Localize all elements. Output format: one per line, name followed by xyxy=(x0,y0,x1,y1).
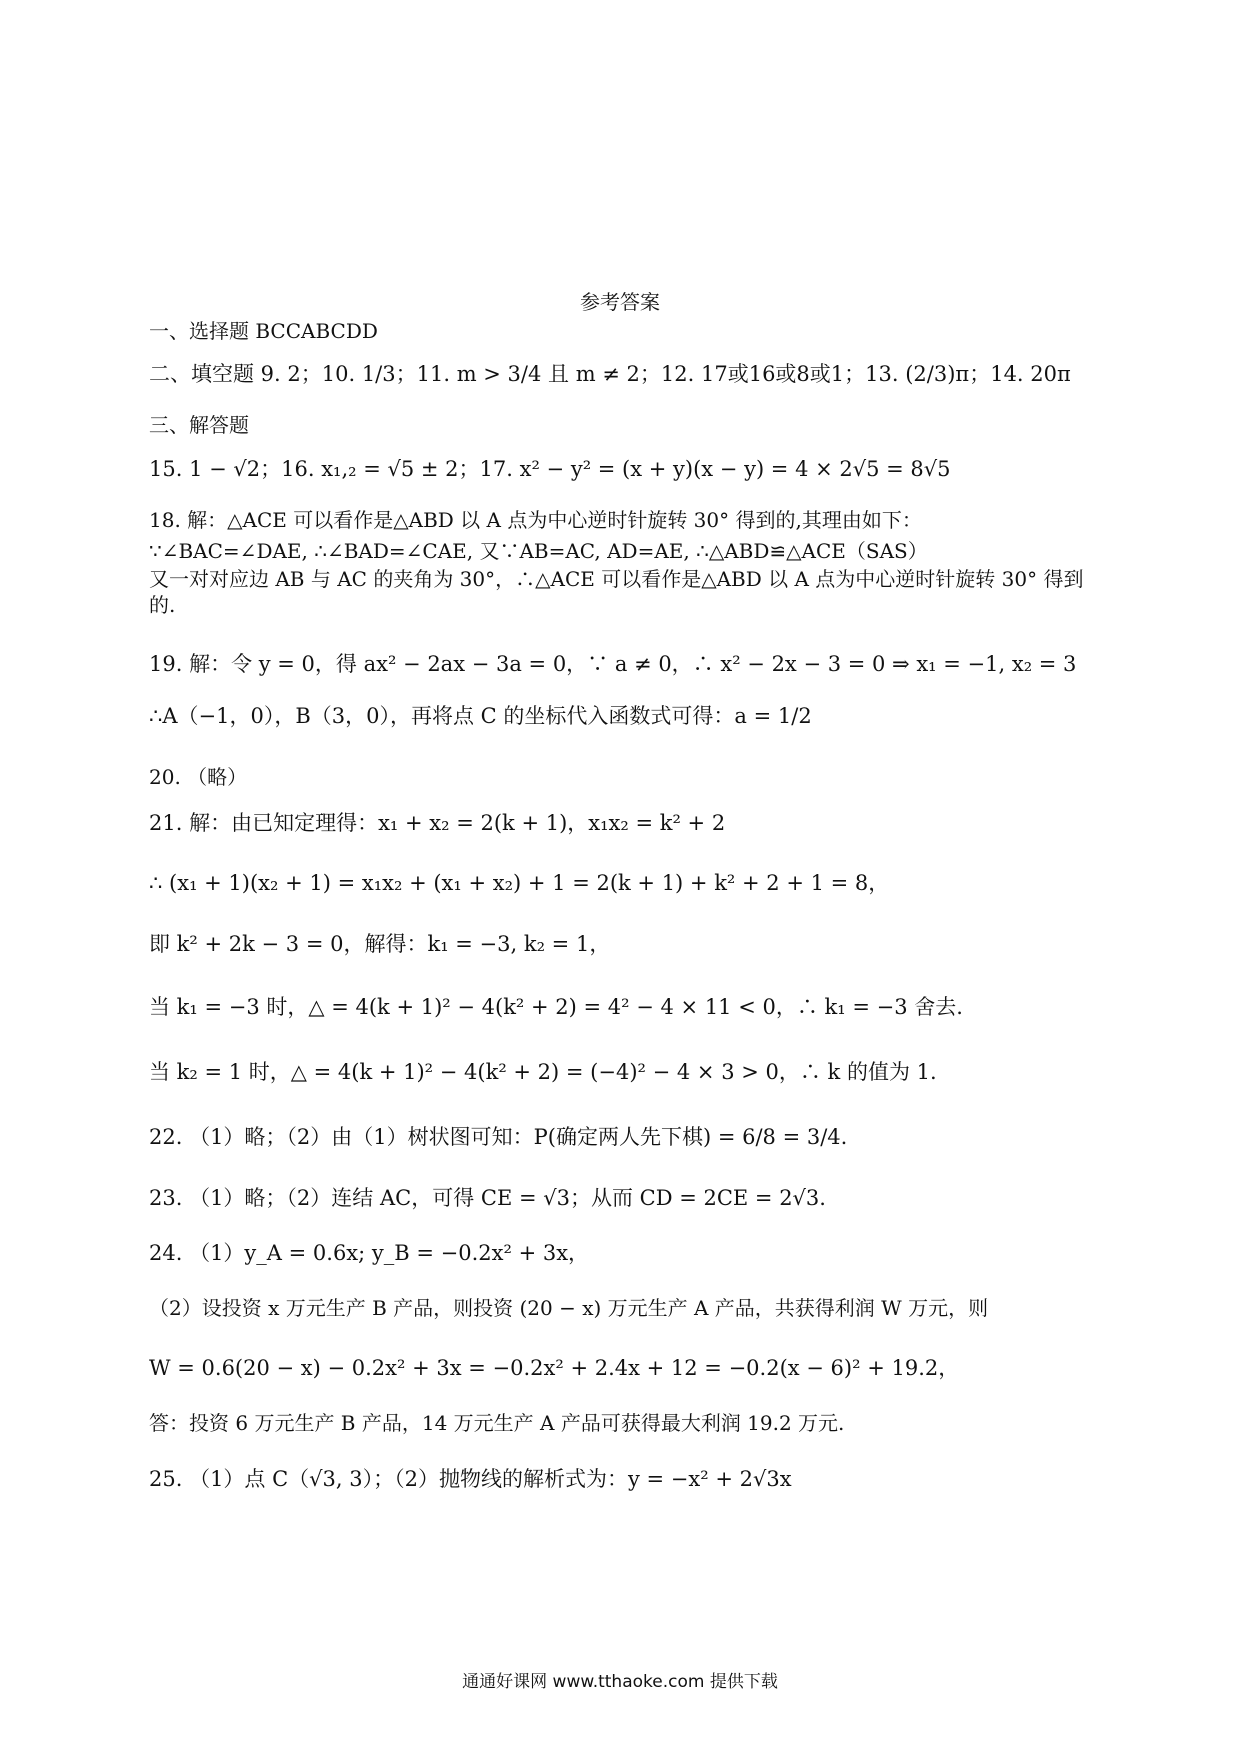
answer-line: 当 k₂ = 1 时，△ = 4(k + 1)² − 4(k² + 2) = (−4)² − 4 × 3 > 0，∴ k 的值为 1. xyxy=(149,1060,937,1084)
answer-line: 答：投资 6 万元生产 B 产品，14 万元生产 A 产品可获得最大利润 19.2 万元. xyxy=(149,1411,845,1435)
answer-line: 25. （1）点 C（√3, 3）；（2）抛物线的解析式为：y = −x² + 2√3x xyxy=(149,1467,792,1491)
footer-credit: 通通好课网 www.tthaoke.com 提供下载 xyxy=(462,1672,778,1692)
answer-line: 24. （1）y_A = 0.6x; y_B = −0.2x² + 3x， xyxy=(149,1241,590,1265)
answer-line: 即 k² + 2k − 3 = 0，解得：k₁ = −3, k₂ = 1， xyxy=(149,932,611,956)
answer-line: 当 k₁ = −3 时，△ = 4(k + 1)² − 4(k² + 2) = 4² − 4 × 11 < 0，∴ k₁ = −3 舍去. xyxy=(149,995,963,1019)
answer-line: 三、解答题 xyxy=(149,413,249,437)
answer-line: 又一对对应边 AB 与 AC 的夹角为 30°，∴△ACE 可以看作是△ABD 以 A 点为中心逆时针旋转 30° 得到的. xyxy=(149,567,1084,617)
answer-line: W = 0.6(20 − x) − 0.2x² + 3x = −0.2x² + 2.4x + 12 = −0.2(x − 6)² + 19.2， xyxy=(149,1356,960,1380)
answer-line: （2）设投资 x 万元生产 B 产品，则投资 (20 − x) 万元生产 A 产品，共获得利润 W 万元，则 xyxy=(149,1296,989,1320)
answer-line: ∴ (x₁ + 1)(x₂ + 1) = x₁x₂ + (x₁ + x₂) + 1 = 2(k + 1) + k² + 2 + 1 = 8， xyxy=(149,871,890,895)
answer-line: 二、填空题 9. 2；10. 1/3；11. m > 3/4 且 m ≠ 2；12. 17或16或8或1；13. (2/3)π；14. 20π xyxy=(149,362,1071,386)
answer-line: 21. 解：由已知定理得：x₁ + x₂ = 2(k + 1)，x₁x₂ = k² + 2 xyxy=(149,811,726,835)
answer-line: 18. 解：△ACE 可以看作是△ABD 以 A 点为中心逆时针旋转 30° 得到的,其理由如下： xyxy=(149,508,922,532)
answer-line: 20. （略） xyxy=(149,765,248,789)
answer-line: ∵∠BAC=∠DAE, ∴∠BAD=∠CAE, 又∵AB=AC, AD=AE, ∴△ABD≌△ACE（SAS） xyxy=(149,539,928,563)
answer-line: 一、选择题 BCCABCDD xyxy=(149,319,378,343)
page-title: 参考答案 xyxy=(580,290,660,314)
answer-line: ∴A（−1，0），B（3，0），再将点 C 的坐标代入函数式可得：a = 1/2 xyxy=(149,704,812,728)
answer-line: 23. （1）略；（2）连结 AC，可得 CE = √3；从而 CD = 2CE = 2√3. xyxy=(149,1186,826,1210)
answer-line: 15. 1 − √2；16. x₁,₂ = √5 ± 2；17. x² − y² = (x + y)(x − y) = 4 × 2√5 = 8√5 xyxy=(149,457,951,481)
answer-line: 22. （1）略；（2）由（1）树状图可知：P(确定两人先下棋) = 6/8 = 3/4. xyxy=(149,1125,848,1149)
answer-line: 19. 解：令 y = 0，得 ax² − 2ax − 3a = 0，∵ a ≠ 0，∴ x² − 2x − 3 = 0 ⇒ x₁ = −1, x₂ = 3 xyxy=(149,652,1077,676)
